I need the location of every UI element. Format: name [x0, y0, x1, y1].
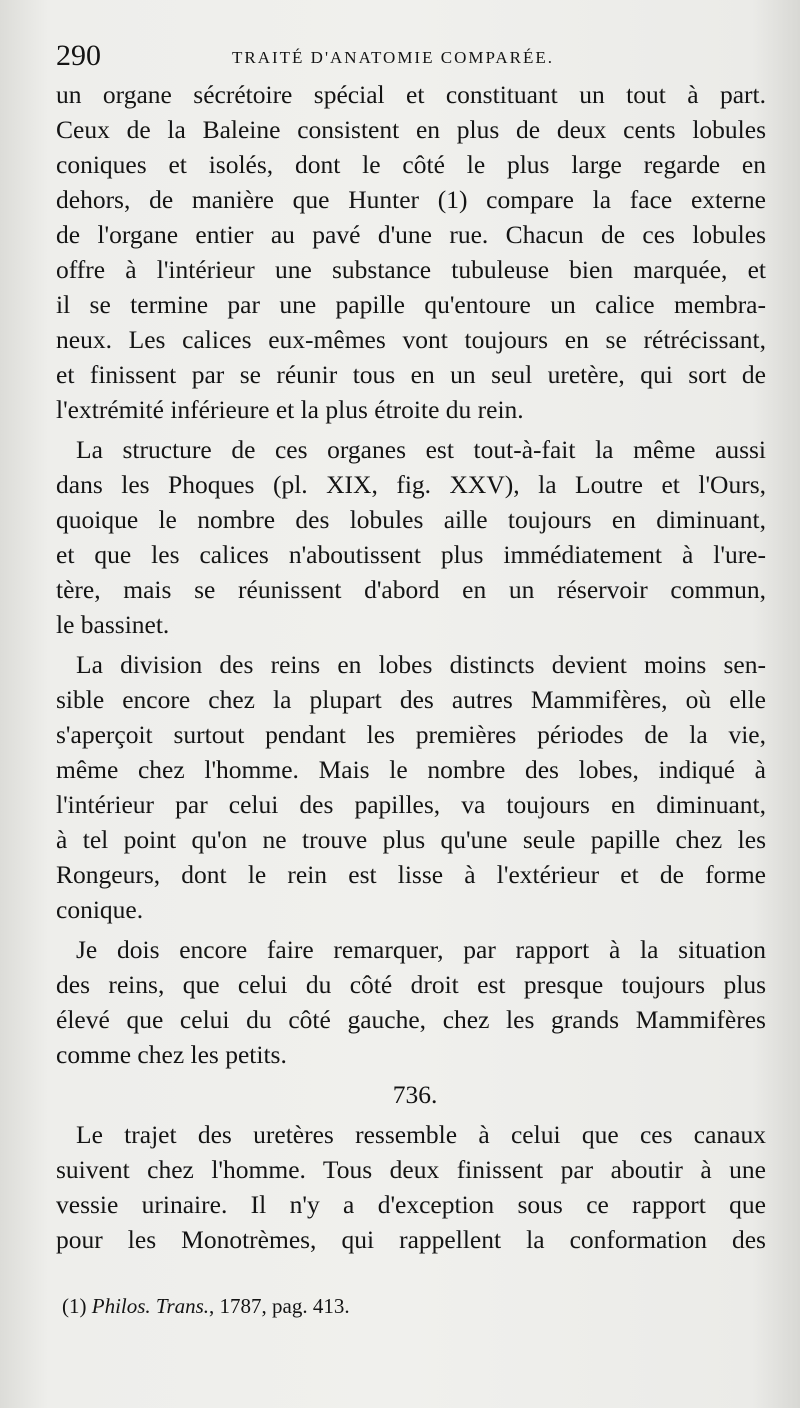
text-line: suivent chez l'homme. Tous deux finissent par aboutir à une [56, 1155, 766, 1184]
text-line: coniques et isolés, dont le côté le plus large regarde en [56, 150, 766, 179]
text-line: élevé que celui du côté gauche, chez les grands Mammifères [56, 1005, 766, 1034]
running-title: TRAITÉ D'ANATOMIE COMPARÉE. [232, 48, 554, 67]
text-line: le bassinet. [56, 610, 170, 639]
text-line: vessie urinaire. Il n'y a d'exception sous ce rapport que [56, 1190, 766, 1219]
text-line: s'aperçoit surtout pendant les premières périodes de la vie, [56, 720, 766, 749]
text-line: dans les Phoques (pl. XIX, fig. XXV), la Loutre et l'Ours, [56, 470, 766, 499]
text-line: neux. Les calices eux-mêmes vont toujours en se rétrécissant, [56, 325, 766, 354]
section-number: 736. [392, 1080, 438, 1109]
text-line: La structure de ces organes est tout-à-fait la même aussi [76, 435, 766, 464]
footnote-source-title: Philos. Trans. [91, 1294, 210, 1318]
text-line: il se termine par une papille qu'entoure un calice membra- [56, 290, 766, 319]
text-line: l'extrémité inférieure et la plus étroite du rein. [56, 395, 524, 424]
text-line: même chez l'homme. Mais le nombre des lobes, indiqué à [56, 755, 766, 784]
footnote [62, 1292, 350, 1320]
text-line: dehors, de manière que Hunter (1) compare la face externe [56, 185, 766, 214]
text-line: Ceux de la Baleine consistent en plus de deux cents lobules [56, 115, 766, 144]
text-line: et finissent par se réunir tous en un seul uretère, qui sort de [56, 360, 766, 389]
text-line: La division des reins en lobes distincts devient moins sen- [76, 650, 766, 679]
text-line: un organe sécrétoire spécial et constituant un tout à part. [56, 80, 766, 109]
text-line: Rongeurs, dont le rein est lisse à l'extérieur et de forme [56, 860, 766, 889]
text-line: quoique le nombre des lobules aille toujours en diminuant, [56, 505, 766, 534]
text-line: et que les calices n'aboutissent plus immédiatement à l'ure- [56, 540, 766, 569]
text-line: pour les Monotrèmes, qui rappellent la conformation des [56, 1225, 766, 1254]
text-line: de l'organe entier au pavé d'une rue. Chacun de ces lobules [56, 220, 766, 249]
text-line: comme chez les petits. [56, 1040, 287, 1069]
text-line: Le trajet des uretères ressemble à celui que ces canaux [76, 1120, 766, 1149]
footnote-reference: , 1787, pag. 413. [209, 1294, 350, 1318]
text-line: à tel point qu'on ne trouve plus qu'une seule papille chez les [56, 825, 766, 854]
text-line: conique. [56, 895, 144, 924]
text-line: tère, mais se réunissent d'abord en un réservoir commun, [56, 575, 766, 604]
text-line: des reins, que celui du côté droit est presque toujours plus [56, 970, 766, 999]
running-head [56, 40, 776, 72]
text-line: l'intérieur par celui des papilles, va toujours en diminuant, [56, 790, 766, 819]
text-line: sible encore chez la plupart des autres Mammifères, où elle [56, 685, 766, 714]
text-line: Je dois encore faire remarquer, par rapport à la situation [76, 935, 766, 964]
text-line: offre à l'intérieur une substance tubuleuse bien marquée, et [56, 255, 766, 284]
footnote-marker: (1) [62, 1294, 87, 1318]
page-number: 290 [56, 39, 101, 72]
